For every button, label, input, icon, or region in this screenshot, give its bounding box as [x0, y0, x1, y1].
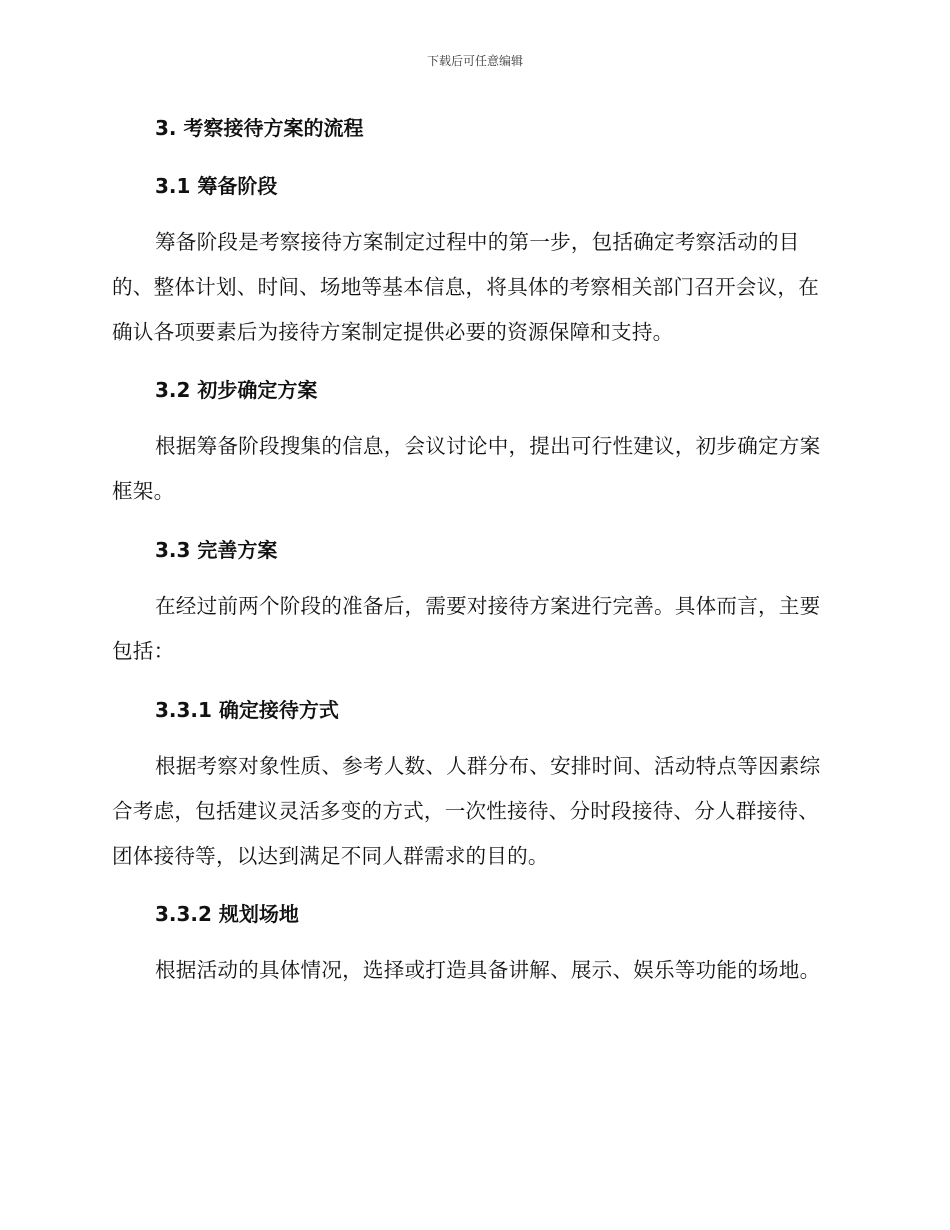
- paragraph-3-2: 根据筹备阶段搜集的信息，会议讨论中，提出可行性建议，初步确定方案框架。: [112, 434, 821, 503]
- section-heading-3-2: 3.2 初步确定方案: [155, 378, 318, 402]
- section-heading-3-3-1: 3.3.1 确定接待方式: [155, 698, 339, 722]
- section-heading-3: 3. 考察接待方案的流程: [155, 116, 364, 140]
- paragraph-3-3-1: 根据考察对象性质、参考人数、人群分布、安排时间、活动特点等因素综合考虑，包括建议灵活多变的方式，一次性接待、分时段接待、分人群接待、团体接待等，以达到满足不同人群需求的目的。: [112, 754, 821, 868]
- section-heading-3-3: 3.3 完善方案: [155, 538, 278, 562]
- page-header: 下载后可任意编辑: [426, 54, 523, 68]
- paragraph-3-1: 筹备阶段是考察接待方案制定过程中的第一步，包括确定考察活动的目的、整体计划、时间、场地等基本信息，将具体的考察相关部门召开会议，在确认各项要素后为接待方案制定提供必要的资源保障和支持。: [112, 230, 819, 344]
- section-heading-3-3-2: 3.3.2 规划场地: [155, 902, 299, 926]
- section-heading-3-1: 3.1 筹备阶段: [155, 174, 278, 198]
- paragraph-3-3: 在经过前两个阶段的准备后，需要对接待方案进行完善。具体而言，主要包括：: [112, 594, 821, 663]
- paragraph-3-3-2: 根据活动的具体情况，选择或打造具备讲解、展示、娱乐等功能的场地。: [155, 958, 821, 982]
